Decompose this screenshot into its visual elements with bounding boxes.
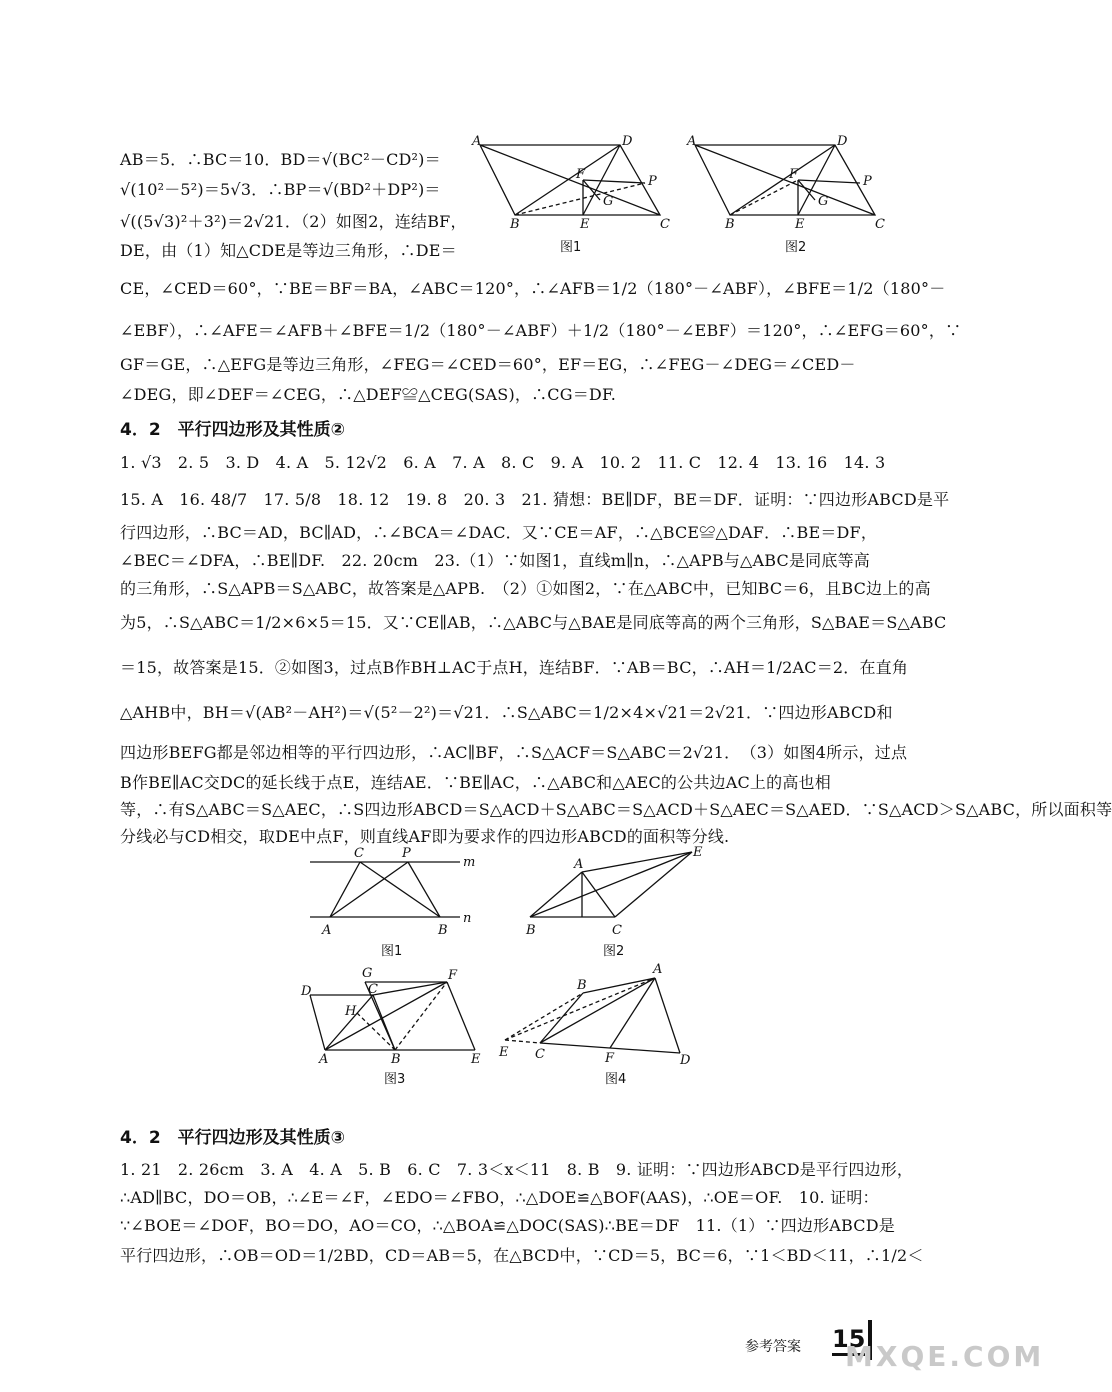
label-P: P bbox=[648, 174, 657, 189]
label-F: F bbox=[789, 167, 799, 182]
label-C: C bbox=[660, 217, 670, 232]
figure-caption: 图3 bbox=[384, 1072, 406, 1087]
label-F: F bbox=[576, 167, 586, 182]
text-line: 1. 21 2. 26cm 3. A 4. A 5. B 6. C 7. 3＜x＜11 8. B 9. 证明：∵四边形ABCD是平行四边形， bbox=[120, 1160, 914, 1179]
label-P: P bbox=[402, 846, 411, 861]
figure-caption: 图2 bbox=[785, 240, 807, 255]
text-line: B作BE∥AC交DC的延长线于点E，连结AE．∵BE∥AC，∴△ABC和△AEC的公共边AC上的高也相 bbox=[120, 773, 831, 792]
label-D: D bbox=[837, 134, 848, 149]
text-line: 的三角形，∴S△APB＝S△ABC，故答案是△APB. （2）①如图2，∵在△ABC中，已知BC＝6，且BC边上的高 bbox=[120, 579, 931, 598]
label-C: C bbox=[354, 846, 364, 861]
text-line: 1. √3 2. 5 3. D 4. A 5. 12√2 6. A 7. A 8. C 9. A 10. 2 11. C 12. 4 13. 16 14. 3 bbox=[120, 453, 886, 472]
section-heading: 4．2 平行四边形及其性质② bbox=[120, 420, 346, 440]
label-A: A bbox=[322, 923, 332, 938]
label-A: A bbox=[472, 134, 482, 149]
label-G: G bbox=[818, 194, 829, 209]
text-line: ∴AD∥BC，DO＝OB，∴∠E＝∠F，∠EDO＝∠FBO，∴△DOE≌△BOF(AAS)，∴OE＝OF. 10. 证明： bbox=[120, 1188, 879, 1207]
text-line: ＝15，故答案是15．②如图3，过点B作BH⊥AC于点H，连结BF．∵AB＝BC，∴AH＝1/2AC＝2．在直角 bbox=[120, 658, 909, 677]
figure-caption: 图4 bbox=[605, 1072, 627, 1087]
text-line: √((5√3)²＋3²)＝2√21．（2）如图2，连结BF， bbox=[120, 212, 467, 231]
label-B: B bbox=[510, 217, 520, 232]
label-A: A bbox=[574, 857, 584, 872]
text-line: ∠BEC＝∠DFA，∴BE∥DF. 22. 20cm 23.（1）∵如图1，直线m∥n，∴△APB与△ABC是同底等高 bbox=[120, 551, 870, 570]
label-C: C bbox=[368, 982, 378, 997]
text-line: DE，由（1）知△CDE是等边三角形，∴DE＝ bbox=[120, 241, 457, 260]
label-D: D bbox=[622, 134, 633, 149]
section-heading: 4．2 平行四边形及其性质③ bbox=[120, 1128, 346, 1148]
label-A: A bbox=[319, 1052, 329, 1067]
label-G: G bbox=[603, 194, 614, 209]
label-H: H bbox=[345, 1004, 357, 1019]
label-D: D bbox=[301, 984, 312, 999]
text-line: CE，∠CED＝60°，∵BE＝BF＝BA，∠ABC＝120°，∴∠AFB＝1/2（180°－∠ABF），∠BFE＝1/2（180°－ bbox=[120, 279, 946, 298]
text-line: ∵∠BOE＝∠DOF，BO＝DO，AO＝CO，∴△BOA≌△DOC(SAS)∴BE＝DF 11.（1）∵四边形ABCD是 bbox=[120, 1216, 895, 1235]
text-line: ∠DEG，即∠DEF＝∠CEG，∴△DEF≌△CEG(SAS)，∴CG＝DF. bbox=[120, 385, 617, 404]
label-m: m bbox=[463, 855, 476, 870]
label-C: C bbox=[875, 217, 885, 232]
label-P: P bbox=[863, 174, 872, 189]
text-line: √(10²－5²)＝5√3．∴BP＝√(BD²＋DP²)＝ bbox=[120, 180, 441, 199]
label-F: F bbox=[448, 968, 458, 983]
label-B: B bbox=[438, 923, 448, 938]
label-B: B bbox=[391, 1052, 401, 1067]
label-E: E bbox=[499, 1045, 509, 1060]
label-F: F bbox=[605, 1051, 615, 1066]
figure-triangle-abc bbox=[520, 842, 710, 942]
page-number: 15 bbox=[832, 1325, 865, 1356]
label-E: E bbox=[795, 217, 805, 232]
label-A: A bbox=[687, 134, 697, 149]
label-E: E bbox=[693, 845, 703, 860]
text-line: 四边形BEFG都是邻边相等的平行四边形，∴AC∥BF，∴S△ACF＝S△ABC＝2√21． （3）如图4所示，过点 bbox=[120, 743, 908, 762]
text-line: 15. A 16. 48/7 17. 5/8 18. 12 19. 8 20. 3 21. 猜想：BE∥DF，BE＝DF．证明：∵四边形ABCD是平 bbox=[120, 490, 950, 509]
figure-parallelogram-2 bbox=[685, 135, 895, 235]
text-line: ∠EBF），∴∠AFE＝∠AFB＋∠BFE＝1/2（180°－∠ABF）＋1/2（180°－∠EBF）＝120°，∴∠EFG＝60°，∵ bbox=[120, 321, 962, 340]
text-line: GF＝GE，∴△EFG是等边三角形，∠FEG＝∠CED＝60°，EF＝EG，∴∠FEG－∠DEG＝∠CED－ bbox=[120, 355, 856, 374]
label-B: B bbox=[725, 217, 735, 232]
footer-label: 参考答案 bbox=[745, 1339, 801, 1355]
figure-caption: 图2 bbox=[603, 944, 625, 959]
figure-parallelogram-1 bbox=[470, 135, 680, 235]
watermark: MXQE.COM bbox=[845, 1340, 1045, 1373]
label-A: A bbox=[653, 962, 663, 977]
figure-quadrilateral-4 bbox=[495, 958, 705, 1068]
text-line: △AHB中，BH＝√(AB²－AH²)＝√(5²－2²)＝√21．∴S△ABC＝1/2×4×√21＝2√21．∵四边形ABCD和 bbox=[120, 703, 893, 722]
figure-caption: 图1 bbox=[560, 240, 582, 255]
figure-parallel-lines bbox=[300, 842, 480, 942]
text-line: 为5，∴S△ABC＝1/2×6×5＝15．又∵CE∥AB，∴△ABC与△BAE是同底等高的两个三角形，S△BAE＝S△ABC bbox=[120, 613, 947, 632]
label-C: C bbox=[535, 1047, 545, 1062]
label-B: B bbox=[526, 923, 536, 938]
label-B: B bbox=[577, 978, 587, 993]
label-E: E bbox=[471, 1052, 481, 1067]
figure-parallelograms-3 bbox=[295, 965, 495, 1065]
figure-caption: 图1 bbox=[381, 944, 403, 959]
label-G: G bbox=[362, 966, 373, 981]
text-line: AB＝5．∴BC＝10．BD＝√(BC²－CD²)＝ bbox=[120, 150, 441, 169]
text-line: 行四边形，∴BC＝AD，BC∥AD，∴∠BCA＝∠DAC．又∵CE＝AF，∴△BCE≌△DAF．∴BE＝DF， bbox=[120, 523, 878, 542]
label-C: C bbox=[612, 923, 622, 938]
text-line: 平行四边形，∴OB＝OD＝1/2BD，CD＝AB＝5，在△BCD中，∵CD＝5，BC＝6，∵1＜BD＜11，∴1/2＜ bbox=[120, 1246, 924, 1265]
text-line: 等，∴有S△ABC＝S△AEC，∴S四边形ABCD＝S△ACD＋S△ABC＝S△ACD＋S△AEC＝S△AED．∵S△ACD＞S△ABC，所以面积等 bbox=[120, 800, 1112, 819]
text-line: 分线必与CD相交，取DE中点F，则直线AF即为要求作的四边形ABCD的面积等分线. bbox=[120, 827, 730, 846]
label-n: n bbox=[463, 911, 472, 926]
label-D: D bbox=[680, 1053, 691, 1068]
label-E: E bbox=[580, 217, 590, 232]
